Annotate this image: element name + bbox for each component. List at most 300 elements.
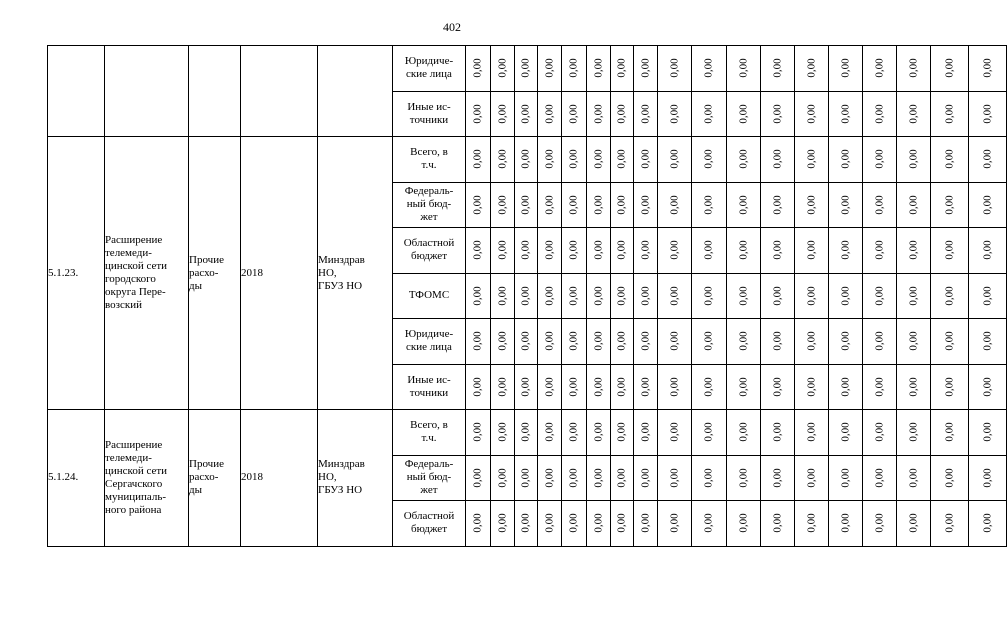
funding-source: Федераль- ный бюд- жет bbox=[393, 182, 466, 228]
value-text: 0,00 bbox=[839, 513, 851, 533]
value-text: 0,00 bbox=[771, 513, 783, 533]
value-cell bbox=[658, 364, 692, 410]
value-text: 0,00 bbox=[737, 331, 749, 351]
value-cell bbox=[562, 319, 587, 365]
value-text: 0,00 bbox=[907, 331, 919, 351]
value-cell bbox=[658, 501, 692, 547]
value-cell bbox=[897, 364, 931, 410]
value-text: 0,00 bbox=[981, 58, 993, 78]
value-text: 0,00 bbox=[805, 286, 817, 306]
item-number: 5.1.23. bbox=[48, 137, 105, 410]
value-cell bbox=[491, 319, 515, 365]
value-cell bbox=[466, 91, 491, 137]
item-year bbox=[241, 46, 318, 137]
value-text: 0,00 bbox=[592, 104, 604, 124]
value-cell bbox=[931, 228, 969, 274]
value-cell bbox=[761, 410, 795, 456]
value-text: 0,00 bbox=[702, 58, 715, 78]
value-text: 0,00 bbox=[519, 422, 532, 442]
value-text: 0,00 bbox=[519, 331, 532, 351]
value-text: 0,00 bbox=[639, 240, 651, 260]
value-cell bbox=[863, 364, 897, 410]
value-cell bbox=[538, 455, 562, 501]
value-text: 0,00 bbox=[805, 468, 817, 488]
value-cell bbox=[491, 455, 515, 501]
value-cell bbox=[931, 46, 969, 92]
value-cell bbox=[931, 455, 969, 501]
value-cell bbox=[466, 501, 491, 547]
value-cell bbox=[611, 91, 634, 137]
value-cell bbox=[863, 137, 897, 183]
value-text: 0,00 bbox=[907, 149, 919, 169]
value-text: 0,00 bbox=[805, 104, 817, 124]
value-cell bbox=[829, 182, 863, 228]
value-cell bbox=[466, 455, 491, 501]
value-cell bbox=[611, 364, 634, 410]
value-cell bbox=[692, 46, 727, 92]
value-text: 0,00 bbox=[543, 422, 555, 442]
value-text: 0,00 bbox=[873, 195, 885, 215]
value-text: 0,00 bbox=[737, 58, 749, 78]
value-cell bbox=[491, 46, 515, 92]
value-text: 0,00 bbox=[519, 104, 532, 124]
value-cell bbox=[611, 501, 634, 547]
value-text: 0,00 bbox=[702, 104, 715, 124]
value-text: 0,00 bbox=[907, 377, 919, 397]
value-cell bbox=[538, 501, 562, 547]
value-text: 0,00 bbox=[615, 195, 628, 215]
value-text: 0,00 bbox=[873, 58, 885, 78]
value-text: 0,00 bbox=[543, 195, 555, 215]
value-text: 0,00 bbox=[771, 149, 783, 169]
value-cell bbox=[515, 91, 538, 137]
value-text: 0,00 bbox=[873, 513, 885, 533]
funding-source: Областной бюджет bbox=[393, 228, 466, 274]
value-text: 0,00 bbox=[496, 513, 508, 533]
value-cell bbox=[466, 228, 491, 274]
value-cell bbox=[466, 46, 491, 92]
table-row bbox=[48, 410, 1007, 456]
value-cell bbox=[931, 91, 969, 137]
value-text: 0,00 bbox=[873, 104, 885, 124]
value-cell bbox=[692, 364, 727, 410]
item-name: Расширение телемеди- цинской сети Сергачского муниципаль- ного района bbox=[105, 410, 189, 547]
value-cell bbox=[658, 273, 692, 319]
value-text: 0,00 bbox=[668, 286, 680, 306]
funding-source: Всего, в т.ч. bbox=[393, 137, 466, 183]
value-cell bbox=[863, 182, 897, 228]
value-cell bbox=[727, 137, 761, 183]
value-cell bbox=[897, 455, 931, 501]
value-cell bbox=[727, 182, 761, 228]
value-cell bbox=[634, 182, 658, 228]
value-cell bbox=[692, 137, 727, 183]
value-text: 0,00 bbox=[496, 104, 508, 124]
value-text: 0,00 bbox=[805, 422, 817, 442]
value-text: 0,00 bbox=[702, 286, 715, 306]
value-text: 0,00 bbox=[907, 422, 919, 442]
value-text: 0,00 bbox=[639, 149, 651, 169]
value-text: 0,00 bbox=[639, 286, 651, 306]
value-cell bbox=[795, 319, 829, 365]
value-text: 0,00 bbox=[543, 513, 555, 533]
value-cell bbox=[562, 410, 587, 456]
value-text: 0,00 bbox=[805, 331, 817, 351]
value-cell bbox=[634, 273, 658, 319]
value-cell bbox=[969, 137, 1007, 183]
item-executor: Минздрав НО, ГБУЗ НО bbox=[318, 410, 393, 547]
value-cell bbox=[515, 319, 538, 365]
value-text: 0,00 bbox=[496, 377, 508, 397]
value-text: 0,00 bbox=[496, 149, 508, 169]
item-name: Расширение телемеди- цинской сети городского округа Пере- возский bbox=[105, 137, 189, 410]
value-cell bbox=[727, 364, 761, 410]
value-text: 0,00 bbox=[943, 286, 955, 306]
value-cell bbox=[795, 410, 829, 456]
value-text: 0,00 bbox=[471, 58, 484, 78]
value-cell bbox=[761, 228, 795, 274]
value-text: 0,00 bbox=[668, 58, 680, 78]
expense-type: Прочие расхо- ды bbox=[189, 410, 241, 547]
item-number bbox=[48, 46, 105, 137]
value-text: 0,00 bbox=[615, 240, 628, 260]
value-text: 0,00 bbox=[543, 104, 555, 124]
value-text: 0,00 bbox=[543, 149, 555, 169]
value-text: 0,00 bbox=[471, 240, 484, 260]
value-cell bbox=[931, 364, 969, 410]
value-cell bbox=[515, 410, 538, 456]
value-text: 0,00 bbox=[615, 331, 628, 351]
value-cell bbox=[587, 410, 611, 456]
value-cell bbox=[611, 273, 634, 319]
funding-source: Юридиче- ские лица bbox=[393, 46, 466, 92]
value-text: 0,00 bbox=[771, 422, 783, 442]
value-cell bbox=[829, 364, 863, 410]
value-text: 0,00 bbox=[639, 104, 651, 124]
value-text: 0,00 bbox=[519, 468, 532, 488]
value-cell bbox=[829, 137, 863, 183]
value-cell bbox=[491, 273, 515, 319]
value-text: 0,00 bbox=[805, 240, 817, 260]
value-cell bbox=[761, 501, 795, 547]
value-text: 0,00 bbox=[771, 104, 783, 124]
value-cell bbox=[897, 182, 931, 228]
value-text: 0,00 bbox=[981, 149, 993, 169]
value-text: 0,00 bbox=[805, 149, 817, 169]
value-cell bbox=[692, 410, 727, 456]
value-text: 0,00 bbox=[943, 58, 955, 78]
value-text: 0,00 bbox=[668, 468, 680, 488]
value-cell bbox=[491, 182, 515, 228]
value-text: 0,00 bbox=[639, 513, 651, 533]
value-text: 0,00 bbox=[907, 58, 919, 78]
value-cell bbox=[931, 410, 969, 456]
value-text: 0,00 bbox=[943, 195, 955, 215]
value-cell bbox=[658, 91, 692, 137]
value-cell bbox=[491, 228, 515, 274]
value-cell bbox=[562, 91, 587, 137]
value-cell bbox=[795, 46, 829, 92]
value-cell bbox=[587, 455, 611, 501]
value-cell bbox=[515, 364, 538, 410]
value-cell bbox=[491, 501, 515, 547]
value-text: 0,00 bbox=[873, 240, 885, 260]
item-number: 5.1.24. bbox=[48, 410, 105, 547]
expense-type: Прочие расхо- ды bbox=[189, 137, 241, 410]
value-cell bbox=[931, 273, 969, 319]
value-text: 0,00 bbox=[592, 468, 604, 488]
value-cell bbox=[727, 455, 761, 501]
value-text: 0,00 bbox=[592, 240, 604, 260]
value-text: 0,00 bbox=[907, 240, 919, 260]
value-text: 0,00 bbox=[567, 331, 580, 351]
value-cell bbox=[829, 228, 863, 274]
value-cell bbox=[727, 501, 761, 547]
value-text: 0,00 bbox=[702, 422, 715, 442]
value-text: 0,00 bbox=[496, 422, 508, 442]
value-text: 0,00 bbox=[943, 240, 955, 260]
value-cell bbox=[969, 273, 1007, 319]
value-cell bbox=[829, 91, 863, 137]
value-text: 0,00 bbox=[771, 468, 783, 488]
value-text: 0,00 bbox=[519, 513, 532, 533]
value-cell bbox=[795, 364, 829, 410]
value-cell bbox=[863, 319, 897, 365]
value-text: 0,00 bbox=[771, 377, 783, 397]
value-cell bbox=[515, 228, 538, 274]
value-cell bbox=[491, 137, 515, 183]
value-cell bbox=[829, 455, 863, 501]
value-cell bbox=[969, 91, 1007, 137]
value-cell bbox=[863, 455, 897, 501]
value-text: 0,00 bbox=[567, 58, 580, 78]
value-cell bbox=[562, 273, 587, 319]
value-text: 0,00 bbox=[567, 468, 580, 488]
value-cell bbox=[587, 273, 611, 319]
value-text: 0,00 bbox=[639, 195, 651, 215]
value-cell bbox=[863, 228, 897, 274]
value-cell bbox=[562, 501, 587, 547]
value-cell bbox=[692, 319, 727, 365]
value-text: 0,00 bbox=[943, 513, 955, 533]
value-text: 0,00 bbox=[471, 513, 484, 533]
value-text: 0,00 bbox=[702, 468, 715, 488]
value-text: 0,00 bbox=[471, 286, 484, 306]
value-cell bbox=[611, 319, 634, 365]
value-cell bbox=[466, 273, 491, 319]
value-text: 0,00 bbox=[519, 149, 532, 169]
value-text: 0,00 bbox=[496, 468, 508, 488]
value-cell bbox=[587, 91, 611, 137]
funding-source: Иные ис- точники bbox=[393, 91, 466, 137]
value-cell bbox=[692, 228, 727, 274]
funding-source: ТФОМС bbox=[393, 273, 466, 319]
value-text: 0,00 bbox=[668, 104, 680, 124]
value-cell bbox=[863, 91, 897, 137]
value-cell bbox=[692, 182, 727, 228]
value-cell bbox=[562, 182, 587, 228]
value-text: 0,00 bbox=[639, 377, 651, 397]
value-cell bbox=[587, 319, 611, 365]
value-cell bbox=[761, 273, 795, 319]
value-cell bbox=[969, 364, 1007, 410]
value-cell bbox=[863, 273, 897, 319]
value-text: 0,00 bbox=[907, 195, 919, 215]
value-cell bbox=[727, 46, 761, 92]
value-text: 0,00 bbox=[639, 468, 651, 488]
value-text: 0,00 bbox=[943, 468, 955, 488]
value-cell bbox=[634, 410, 658, 456]
funding-source: Областной бюджет bbox=[393, 501, 466, 547]
value-cell bbox=[829, 273, 863, 319]
value-cell bbox=[611, 410, 634, 456]
value-text: 0,00 bbox=[543, 377, 555, 397]
table-row bbox=[48, 137, 1007, 183]
value-text: 0,00 bbox=[873, 422, 885, 442]
value-text: 0,00 bbox=[543, 240, 555, 260]
value-cell bbox=[658, 46, 692, 92]
value-text: 0,00 bbox=[771, 331, 783, 351]
value-text: 0,00 bbox=[668, 377, 680, 397]
value-cell bbox=[562, 46, 587, 92]
funding-source: Иные ис- точники bbox=[393, 364, 466, 410]
item-year: 2018 bbox=[241, 410, 318, 547]
value-text: 0,00 bbox=[981, 195, 993, 215]
value-text: 0,00 bbox=[471, 422, 484, 442]
value-text: 0,00 bbox=[567, 513, 580, 533]
value-cell bbox=[969, 319, 1007, 365]
value-text: 0,00 bbox=[737, 104, 749, 124]
value-cell bbox=[829, 410, 863, 456]
value-cell bbox=[969, 501, 1007, 547]
value-text: 0,00 bbox=[592, 331, 604, 351]
value-text: 0,00 bbox=[592, 422, 604, 442]
value-text: 0,00 bbox=[981, 377, 993, 397]
value-cell bbox=[587, 182, 611, 228]
value-cell bbox=[515, 46, 538, 92]
value-text: 0,00 bbox=[592, 513, 604, 533]
value-text: 0,00 bbox=[543, 468, 555, 488]
funding-source: Всего, в т.ч. bbox=[393, 410, 466, 456]
value-cell bbox=[692, 91, 727, 137]
value-cell bbox=[692, 273, 727, 319]
value-text: 0,00 bbox=[471, 195, 484, 215]
value-cell bbox=[538, 46, 562, 92]
value-text: 0,00 bbox=[519, 286, 532, 306]
value-text: 0,00 bbox=[873, 149, 885, 169]
value-cell bbox=[795, 91, 829, 137]
value-cell bbox=[538, 91, 562, 137]
value-text: 0,00 bbox=[839, 240, 851, 260]
value-cell bbox=[515, 273, 538, 319]
value-text: 0,00 bbox=[519, 377, 532, 397]
value-text: 0,00 bbox=[981, 286, 993, 306]
value-text: 0,00 bbox=[839, 104, 851, 124]
value-cell bbox=[969, 46, 1007, 92]
value-text: 0,00 bbox=[702, 513, 715, 533]
value-cell bbox=[466, 182, 491, 228]
value-text: 0,00 bbox=[615, 468, 628, 488]
value-text: 0,00 bbox=[737, 149, 749, 169]
value-cell bbox=[863, 46, 897, 92]
value-cell bbox=[931, 501, 969, 547]
value-cell bbox=[611, 182, 634, 228]
value-cell bbox=[562, 228, 587, 274]
value-cell bbox=[897, 228, 931, 274]
value-cell bbox=[538, 273, 562, 319]
value-cell bbox=[491, 364, 515, 410]
value-text: 0,00 bbox=[907, 104, 919, 124]
value-text: 0,00 bbox=[519, 195, 532, 215]
value-cell bbox=[562, 137, 587, 183]
value-text: 0,00 bbox=[771, 58, 783, 78]
value-cell bbox=[931, 137, 969, 183]
value-cell bbox=[727, 410, 761, 456]
value-cell bbox=[634, 91, 658, 137]
value-text: 0,00 bbox=[737, 377, 749, 397]
value-cell bbox=[931, 319, 969, 365]
value-cell bbox=[658, 319, 692, 365]
table-row bbox=[48, 46, 1007, 92]
value-text: 0,00 bbox=[943, 422, 955, 442]
value-cell bbox=[727, 91, 761, 137]
value-text: 0,00 bbox=[737, 286, 749, 306]
item-year: 2018 bbox=[241, 137, 318, 410]
value-cell bbox=[969, 228, 1007, 274]
value-text: 0,00 bbox=[471, 104, 484, 124]
value-cell bbox=[761, 46, 795, 92]
value-cell bbox=[634, 319, 658, 365]
value-cell bbox=[611, 228, 634, 274]
value-cell bbox=[634, 455, 658, 501]
value-cell bbox=[795, 228, 829, 274]
value-text: 0,00 bbox=[543, 286, 555, 306]
value-cell bbox=[761, 364, 795, 410]
value-cell bbox=[466, 364, 491, 410]
value-cell bbox=[761, 455, 795, 501]
value-cell bbox=[562, 455, 587, 501]
value-cell bbox=[538, 228, 562, 274]
value-cell bbox=[897, 91, 931, 137]
value-cell bbox=[761, 182, 795, 228]
value-text: 0,00 bbox=[567, 195, 580, 215]
value-text: 0,00 bbox=[615, 58, 628, 78]
value-text: 0,00 bbox=[873, 286, 885, 306]
value-text: 0,00 bbox=[668, 149, 680, 169]
value-cell bbox=[538, 182, 562, 228]
value-text: 0,00 bbox=[668, 195, 680, 215]
value-cell bbox=[587, 46, 611, 92]
value-cell bbox=[515, 137, 538, 183]
value-cell bbox=[897, 410, 931, 456]
value-text: 0,00 bbox=[907, 468, 919, 488]
value-cell bbox=[515, 182, 538, 228]
value-cell bbox=[634, 501, 658, 547]
value-text: 0,00 bbox=[471, 149, 484, 169]
value-cell bbox=[897, 137, 931, 183]
value-text: 0,00 bbox=[873, 468, 885, 488]
value-text: 0,00 bbox=[839, 377, 851, 397]
value-cell bbox=[562, 364, 587, 410]
value-text: 0,00 bbox=[702, 240, 715, 260]
value-cell bbox=[587, 228, 611, 274]
value-text: 0,00 bbox=[496, 195, 508, 215]
value-cell bbox=[538, 137, 562, 183]
value-text: 0,00 bbox=[668, 422, 680, 442]
page-number: 402 bbox=[443, 20, 461, 34]
value-text: 0,00 bbox=[981, 468, 993, 488]
value-text: 0,00 bbox=[496, 240, 508, 260]
